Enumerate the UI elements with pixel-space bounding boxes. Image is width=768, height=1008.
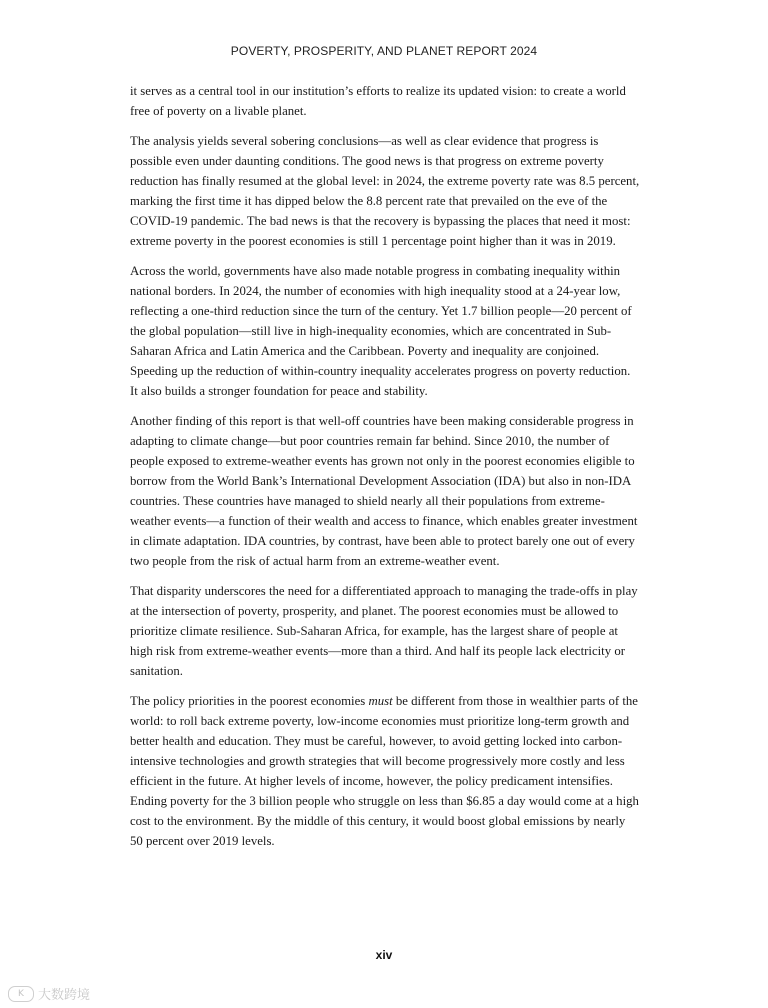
- watermark-logo-icon: K: [8, 986, 34, 1002]
- paragraph-analysis-conclusions: The analysis yields several sobering conclusions—as well as clear evidence that progress is possible even under daunting conditions. The good news is that progress on extreme poverty reduction has finally resumed at the global level: in 2024, the extreme poverty rate was 8.5 percent, marking the first time it has dipped below the 8.8 percent rate that prevailed on the eve of the COVID-19 pandemic. The bad news is that the recovery is bypassing the places that need it most: extreme poverty in the poorest economies is still 1 percentage point higher than it was in 2019.: [130, 134, 640, 248]
- body-text: [130, 81, 640, 861]
- paragraph-intro-continuation: it serves as a central tool in our institution’s efforts to realize its updated vision: to create a world free of poverty on a livable planet.: [130, 84, 626, 118]
- policy-text-before: The policy priorities in the poorest economies: [130, 694, 369, 708]
- page-number: xiv: [375, 948, 393, 962]
- paragraph-climate-adaptation: Another finding of this report is that well-off countries have been making considerable progress in adapting to climate change—but poor countries remain far behind. Since 2010, the number of people exposed to extreme-weather events has grown not only in the poorest economies eligible to borrow from the World Bank’s International Development Association (IDA) but also in non-IDA countries. These countries have managed to shield nearly all their populations from extreme-weather events—a function of their wealth and access to finance, which enables greater investment in climate adaptation. IDA countries, by contrast, have been able to protect barely one out of every two people from the risk of actual harm from an extreme-weather event.: [130, 414, 638, 568]
- paragraph-policy-priorities: [130, 691, 640, 851]
- paragraph-differentiated-approach: That disparity underscores the need for a differentiated approach to managing the trade-offs in play at the intersection of poverty, prosperity, and planet. The poorest economies must be allowed to prioritize climate resilience. Sub-Saharan Africa, for example, has the largest share of people at high risk from extreme-weather events—more than a third. And half its people lack electricity or sanitation.: [130, 584, 638, 678]
- running-header: POVERTY, PROSPERITY, AND PLANET REPORT 2024: [230, 44, 538, 58]
- policy-emphasis: must: [368, 694, 393, 708]
- policy-text-after: be different from those in wealthier parts of the world: to roll back extreme poverty, low-income economies must prioritize long-term growth and better health and education. They must be careful, however, to avoid getting locked into carbon-intensive technologies and growth strategies that will become progressively more costly and less efficient in the future. At higher levels of income, however, the policy predicament intensifies. Ending poverty for the 3 billion people who struggle on less than $6.85 a day would come at a high cost to the environment. By the middle of this century, it would boost global emissions by nearly 50 percent over 2019 levels.: [130, 694, 639, 848]
- watermark-text: 大数跨境: [38, 988, 91, 1003]
- paragraph-inequality: Across the world, governments have also made notable progress in combating inequality within national borders. In 2024, the number of economies with high inequality stood at a 24-year low, reflecting a one-third reduction since the turn of the century. Yet 1.7 billion people—20 percent of the global population—still live in high-inequality economies, which are concentrated in Sub-Saharan Africa and Latin America and the Caribbean. Poverty and inequality are conjoined. Speeding up the reduction of within-country inequality accelerates progress on poverty reduction. It also builds a stronger foundation for peace and stability.: [130, 264, 632, 398]
- watermark: [8, 984, 90, 1003]
